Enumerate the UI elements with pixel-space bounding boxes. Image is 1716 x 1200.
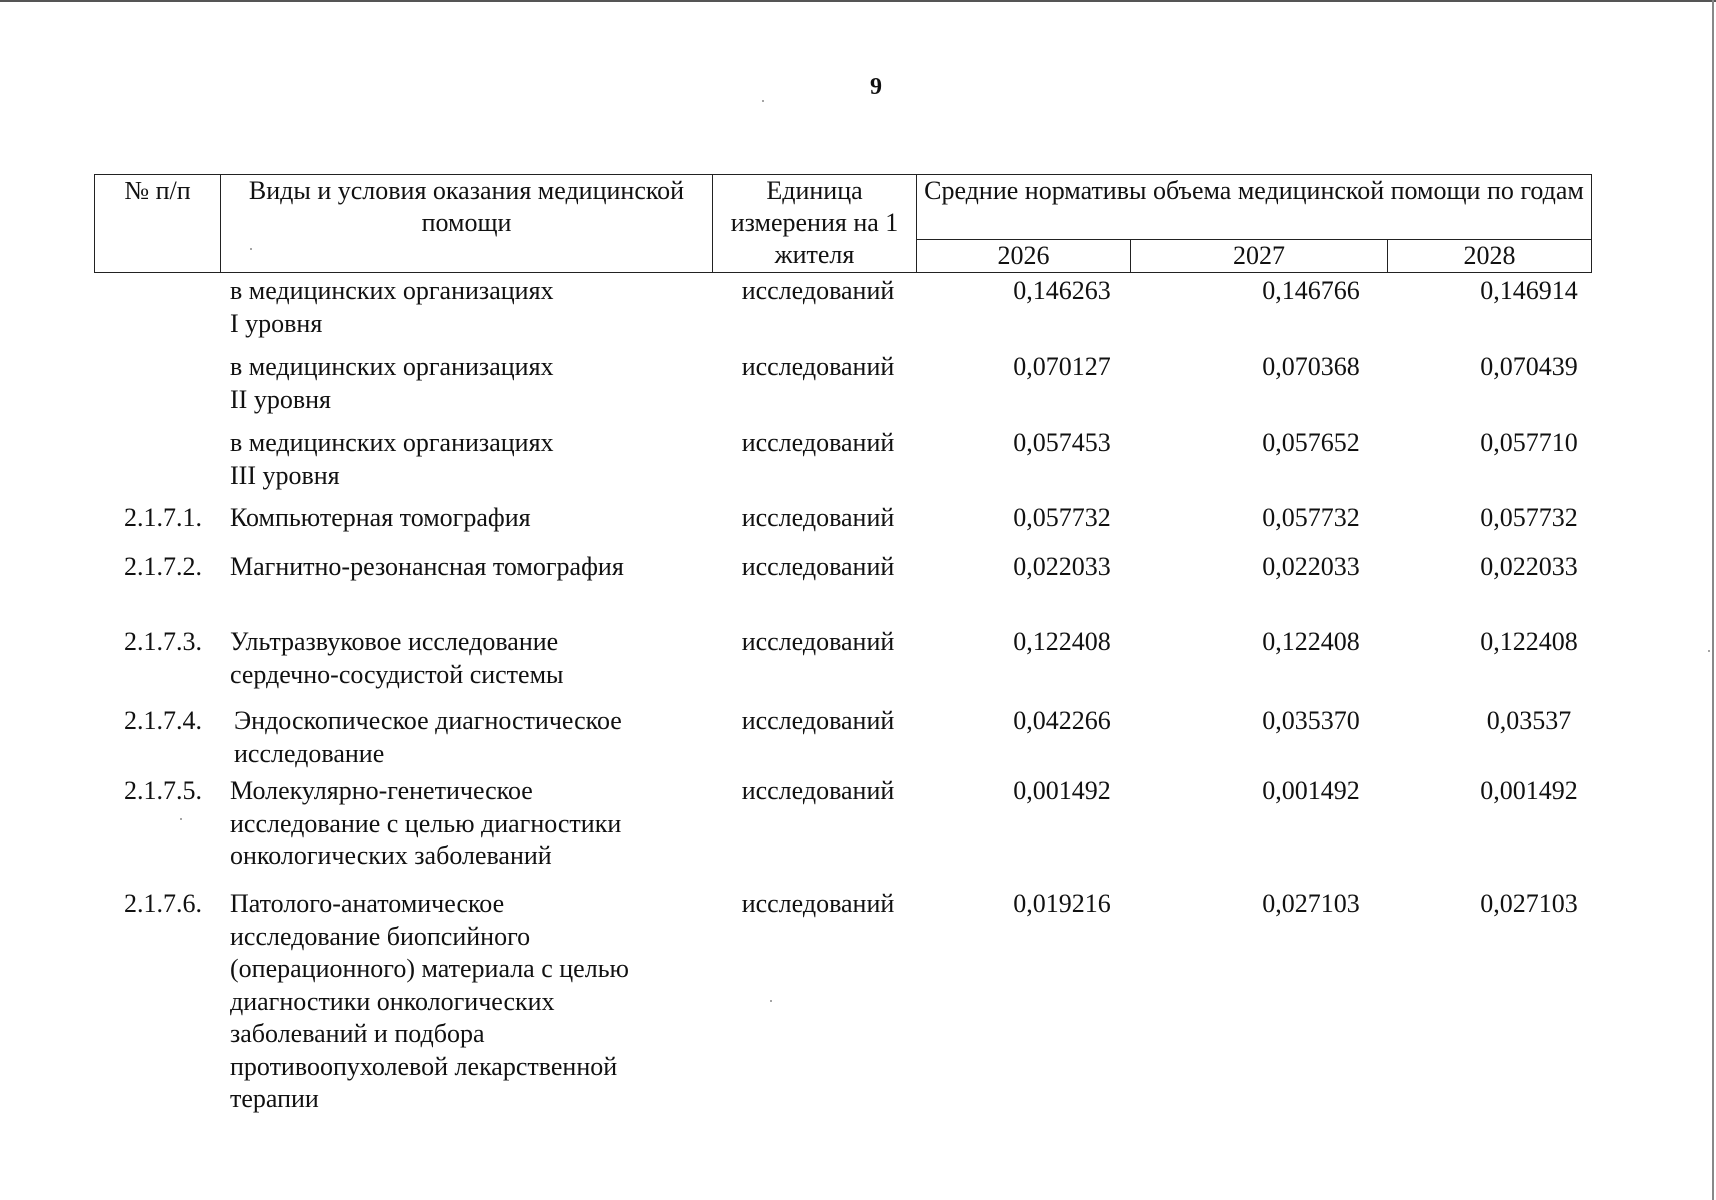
header-norms: Средние нормативы объема медицинской помощи по годам	[917, 175, 1592, 240]
row-num: 2.1.7.4.	[124, 706, 202, 735]
row-value-2028: 0,022033	[1480, 552, 1578, 581]
row-unit: исследований	[741, 627, 895, 656]
header-year-2028: 2028	[1388, 240, 1592, 273]
row-type: в медицинских организациях I уровня	[230, 276, 554, 338]
table-row	[94, 626, 1594, 705]
page-number: 9	[870, 74, 882, 100]
table-row	[94, 888, 1594, 1128]
row-type: Компьютерная томография	[230, 503, 531, 532]
header-year-2027: 2027	[1131, 240, 1388, 273]
scan-frame-top	[0, 0, 1716, 2]
row-value-2027: 0,022033	[1262, 552, 1360, 581]
row-value-2027: 0,057732	[1262, 503, 1360, 532]
row-type: в медицинских организациях II уровня	[230, 352, 554, 414]
row-type: Эндоскопическое диагностическое исследование	[234, 706, 622, 768]
table-row	[94, 351, 1594, 427]
row-value-2026: 0,042266	[1013, 706, 1111, 735]
row-num: 2.1.7.5.	[124, 776, 202, 805]
table-row	[94, 427, 1594, 502]
row-value-2027: 0,057652	[1262, 428, 1360, 457]
row-value-2026: 0,070127	[1013, 352, 1111, 381]
table-row	[94, 551, 1594, 626]
row-value-2026: 0,057453	[1013, 428, 1111, 457]
scan-speck	[762, 100, 764, 102]
row-unit: исследований	[741, 889, 895, 918]
row-value-2028: 0,03537	[1486, 706, 1572, 735]
row-value-2028: 0,146914	[1480, 276, 1578, 305]
row-type: Патолого-анатомическое исследование биопсийного (операционного) материала с целью диагностики онкологических заболеваний и подбора противоопухолевой лекарственной терапии	[230, 889, 629, 1113]
row-unit: исследований	[741, 552, 895, 581]
row-value-2028: 0,027103	[1480, 889, 1578, 918]
table-row	[94, 775, 1594, 888]
table-row	[94, 705, 1594, 775]
row-type: Магнитно-резонансная томография	[230, 552, 624, 581]
scan-speck	[250, 248, 252, 250]
row-value-2028: 0,122408	[1480, 627, 1578, 656]
scan-speck	[770, 1000, 772, 1002]
row-num: 2.1.7.2.	[124, 552, 202, 581]
header-num: № п/п	[95, 175, 221, 273]
row-unit: исследований	[741, 352, 895, 381]
row-value-2026: 0,019216	[1013, 889, 1111, 918]
header-unit: Единица измерения на 1 жителя	[713, 175, 917, 273]
row-value-2027: 0,027103	[1262, 889, 1360, 918]
row-value-2028: 0,070439	[1480, 352, 1578, 381]
row-value-2028: 0,057710	[1480, 428, 1578, 457]
row-value-2026: 0,057732	[1013, 503, 1111, 532]
row-type: в медицинских организациях III уровня	[230, 428, 554, 490]
table-row	[94, 275, 1594, 351]
table-row	[94, 502, 1594, 551]
scan-speck	[1708, 650, 1710, 652]
table-header	[94, 174, 1592, 273]
table-body	[94, 275, 1594, 1128]
scan-frame-right	[1712, 0, 1714, 1200]
header-year-2026: 2026	[917, 240, 1131, 273]
row-value-2027: 0,070368	[1262, 352, 1360, 381]
row-unit: исследований	[741, 276, 895, 305]
row-value-2028: 0,001492	[1480, 776, 1578, 805]
row-value-2027: 0,122408	[1262, 627, 1360, 656]
row-num: 2.1.7.1.	[124, 503, 202, 532]
row-unit: исследований	[741, 428, 895, 457]
row-num: 2.1.7.6.	[124, 889, 202, 918]
row-type: Ультразвуковое исследование сердечно-сосудистой системы	[230, 627, 564, 689]
row-value-2026: 0,022033	[1013, 552, 1111, 581]
row-unit: исследований	[741, 503, 895, 532]
row-num: 2.1.7.3.	[124, 627, 202, 656]
row-type: Молекулярно-генетическое исследование с целью диагностики онкологических заболеваний	[230, 776, 622, 870]
row-value-2026: 0,001492	[1013, 776, 1111, 805]
row-value-2026: 0,146263	[1013, 276, 1111, 305]
row-unit: исследований	[741, 706, 895, 735]
row-value-2026: 0,122408	[1013, 627, 1111, 656]
scan-speck	[180, 818, 182, 820]
row-value-2027: 0,146766	[1262, 276, 1360, 305]
row-value-2028: 0,057732	[1480, 503, 1578, 532]
row-value-2027: 0,035370	[1262, 706, 1360, 735]
header-type: Виды и условия оказания медицинской помощи	[221, 175, 713, 273]
row-unit: исследований	[741, 776, 895, 805]
row-value-2027: 0,001492	[1262, 776, 1360, 805]
